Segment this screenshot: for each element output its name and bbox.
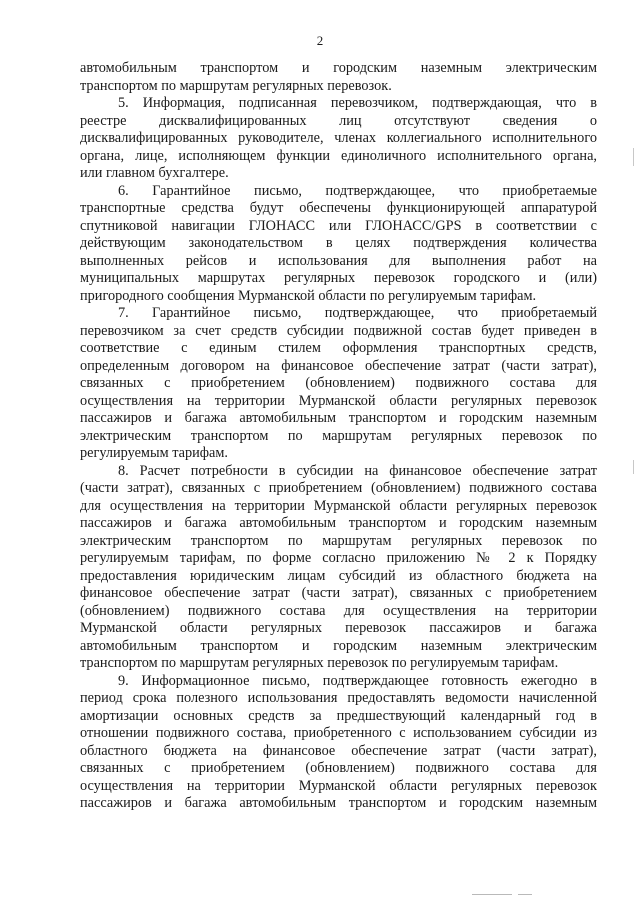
- text-line: транспортные средства будут обеспечены функционирующей аппаратурой: [80, 200, 597, 216]
- text-line: или главном бухгалтере.: [80, 165, 229, 181]
- text-line: выполненных рейсов и использования для выполнения работ на: [80, 252, 597, 269]
- text-line: 7. Гарантийное письмо, подтверждающее, что приобретаемый: [118, 305, 597, 321]
- text-line: перевозчиком за счет средств субсидии подвижной состав будет приведен в: [80, 322, 597, 339]
- text-line: амортизации основных средств за предшествующий календарный год в: [80, 707, 597, 724]
- text-line: отношении подвижного состава, приобретенного с использованием субсидии из: [80, 725, 597, 741]
- text-line: областного бюджета на финансовое обеспечение затрат (части затрат),: [80, 742, 597, 759]
- page-number: 2: [316, 33, 324, 48]
- scan-artifact-line: [518, 894, 532, 895]
- text-line: пассажиров и багажа автомобильным транспортом и городским наземным: [80, 515, 597, 531]
- text-line: 8. Расчет потребности в субсидии на финансовое обеспечение затрат: [118, 462, 597, 479]
- text-line: пассажиров и багажа автомобильным транспортом и городским наземным: [80, 795, 597, 811]
- text-line: пассажиров и багажа автомобильным транспортом и городским наземным: [80, 410, 597, 426]
- text-line: пригородного сообщения Мурманской области по регулируемым тарифам.: [80, 287, 537, 304]
- text-line: спутниковой навигации ГЛОНАСС или ГЛОНАСС/GPS в соответствии с: [80, 217, 597, 234]
- scan-edge-mark: [633, 148, 634, 166]
- text-line: определенным договором на финансовое обеспечение затрат (части затрат),: [80, 357, 597, 374]
- text-line: 5. Информация, подписанная перевозчиком, подтверждающая, что в: [118, 95, 597, 111]
- text-line: осуществления на территории Мурманской области регулярных перевозок: [80, 392, 597, 409]
- text-line: транспортом по маршрутам регулярных перевозок.: [80, 77, 392, 94]
- text-line: муниципальных маршрутах регулярных перевозок городского и (или): [80, 270, 597, 286]
- text-line: осуществления на территории Мурманской области регулярных перевозок: [80, 777, 597, 794]
- text-line: 6. Гарантийное письмо, подтверждающее, что приобретаемые: [118, 182, 597, 199]
- text-line: автомобильным транспортом и городским наземным электрическим: [80, 637, 597, 654]
- text-line: регулируемым тарифам.: [80, 445, 229, 461]
- text-line: предоставления юридическим лицам субсидий из областного бюджета на: [80, 567, 597, 584]
- text-line: регулируемым тарифам, по форме согласно приложению № 2 к Порядку: [80, 550, 597, 566]
- text-line: период срока полезного использования предоставлять ведомости начисленной: [80, 690, 597, 706]
- text-line: (части затрат), связанных с приобретением (обновлением) подвижного состава: [80, 480, 597, 496]
- scan-edge-mark: [633, 460, 634, 474]
- text-line: Мурманской области регулярных перевозок пассажиров и багажа: [80, 620, 597, 636]
- text-line: для осуществления на территории Мурманской области регулярных перевозок: [80, 497, 597, 514]
- text-line: действующим законодательством в целях подтверждения количества: [80, 235, 597, 251]
- text-line: реестре дисквалифицированных лиц отсутствуют сведения о: [80, 112, 597, 129]
- scan-artifact-line: [472, 894, 512, 895]
- document-body: [80, 60, 597, 813]
- text-line: (обновлением) подвижного состава для осуществления на территории: [80, 602, 597, 619]
- text-line: соответствие с единым стилем оформления транспортных средств,: [80, 340, 597, 356]
- text-line: автомобильным транспортом и городским наземным электрическим: [80, 60, 597, 76]
- text-line: органа, лице, исполняющем функции единоличного исполнительного органа,: [80, 147, 597, 164]
- text-line: 9. Информационное письмо, подтверждающее готовность ежегодно в: [118, 672, 597, 689]
- text-line: транспортом по маршрутам регулярных перевозок по регулируемым тарифам.: [80, 655, 559, 671]
- text-line: связанных с приобретением (обновлением) подвижного состава для: [80, 760, 597, 776]
- text-line: дисквалифицированных руководителе, членах коллегиального исполнительного: [80, 130, 597, 146]
- text-line: связанных с приобретением (обновлением) подвижного состава для: [80, 375, 597, 391]
- text-line: финансовое обеспечение затрат (части затрат), связанных с приобретением: [80, 585, 597, 601]
- text-line: электрическим транспортом по маршрутам регулярных перевозок по: [80, 532, 597, 549]
- text-line: электрическим транспортом по маршрутам регулярных перевозок по: [80, 427, 597, 444]
